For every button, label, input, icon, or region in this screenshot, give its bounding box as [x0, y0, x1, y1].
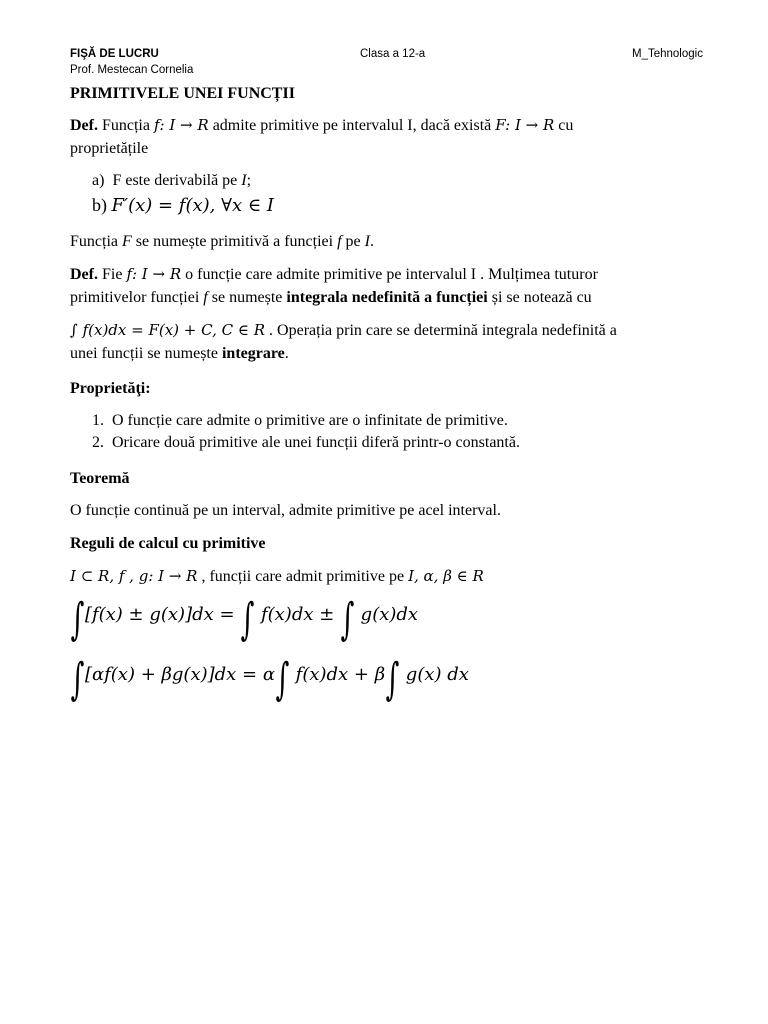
property-text: O funcție care admite o primitive are o infinitate de primitive. [112, 412, 508, 429]
def2-line2-a: primitivelor funcției [70, 289, 204, 306]
named-text-4: . [369, 233, 374, 250]
teacher-name: Prof. Mestecan Cornelia [70, 64, 194, 76]
def1-text-3: cu [554, 117, 574, 134]
property-number: 2. [92, 434, 104, 451]
def1-item-a [92, 170, 251, 192]
def2-line4-b: . [284, 345, 289, 362]
rules-heading: Reguli de calcul cu primitive [70, 535, 266, 552]
theorem-text: O funcție continuă pe un interval, admite primitive pe acel interval. [70, 502, 501, 519]
named-var-I: I [364, 233, 370, 250]
derivative-formula: F′(x) = f(x), ∀x ∈ I [111, 195, 274, 216]
def1-math-1: f: I → R [153, 116, 209, 134]
worksheet-label: FIŞĂ DE LUCRU [70, 48, 159, 60]
definition-2 [70, 263, 720, 309]
def1-text-1: Funcția [97, 117, 154, 134]
named-var-f: f [337, 233, 342, 250]
item-a-text: F este derivabilă pe [112, 172, 242, 189]
integral-sign: ∫ [70, 594, 85, 645]
def2-line3-text: . Operația prin care se determină integrala nedefinită a [265, 322, 617, 339]
def2-text-1: Fie [97, 266, 127, 283]
named-text-3: pe [341, 233, 365, 250]
named-text-2: se numește primitivă a funcției [131, 233, 338, 250]
class-label: Clasa a 12-a [360, 48, 426, 60]
property-number: 1. [92, 412, 104, 429]
named-var-F: F [122, 233, 132, 250]
definition-2-cont [70, 319, 720, 365]
def1-item-b [92, 194, 274, 217]
property-item [92, 432, 520, 454]
page-title: PRIMITIVELE UNEI FUNCȚII [70, 85, 295, 102]
item-a-label: a) [92, 172, 105, 189]
formula2-part-2: f(x)dx + β [289, 664, 386, 685]
track-label: M_Tehnologic [632, 48, 703, 60]
integration-term: integrare [221, 345, 285, 362]
integral-sign: ∫ [385, 654, 400, 705]
def2-line4-a: unei funcții se numește [70, 345, 222, 362]
item-b-label: b) [92, 195, 107, 215]
formula1-part-1: [f(x) ± g(x)]dx = [84, 604, 241, 625]
theorem-heading: Teoremă [70, 470, 130, 487]
conditions-math-1: I ⊂ R, f , g: I → R [70, 567, 198, 585]
def1-line-2: proprietățile [70, 140, 149, 157]
def1-text-2: admite primitive pe intervalul I, dacă există [208, 117, 496, 134]
def2-text-2: o funcție care admite primitive pe intervalul I . Mulțimea tuturor [181, 266, 598, 283]
item-a-var: I [241, 172, 247, 189]
integral-sign: ∫ [240, 594, 255, 645]
primitive-naming [70, 230, 720, 253]
linearity-formula-sum [70, 594, 419, 645]
def2-math-1: f: I → R [126, 265, 182, 283]
item-a-end: ; [246, 172, 252, 189]
def2-line2-b: se numește [207, 289, 287, 306]
integral-sign: ∫ [70, 654, 85, 705]
linearity-formula-scalar [70, 654, 469, 705]
definition-1 [70, 114, 720, 160]
indefinite-integral-term: integrala nedefinită a funcției [286, 289, 488, 306]
rules-conditions [70, 565, 720, 588]
conditions-math-2: I, α, β ∈ R [408, 567, 484, 585]
def1-math-2: F: I → R [495, 116, 555, 134]
formula2-part-1: [αf(x) + βg(x)]dx = α [84, 664, 276, 685]
property-text: Oricare două primitive ale unei funcții diferă printr-o constantă. [112, 434, 520, 451]
properties-heading: Proprietăţi: [70, 380, 151, 397]
def-label: Def. [70, 117, 98, 134]
formula2-part-3: g(x) dx [400, 664, 469, 685]
integral-sign: ∫ [340, 594, 355, 645]
integral-sign: ∫ [275, 654, 290, 705]
def2-line2-var: f [203, 289, 208, 306]
formula1-part-3: g(x)dx [354, 604, 419, 625]
named-text-1: Funcția [70, 233, 122, 250]
property-item [92, 410, 508, 432]
def2-line2-c: și se notează cu [487, 289, 592, 306]
indefinite-integral-formula: ∫ f(x)dx = F(x) + C, C ∈ R [70, 321, 266, 339]
conditions-text: , funcții care admit primitive pe [197, 568, 409, 585]
formula1-part-2: f(x)dx ± [255, 604, 341, 625]
def2-label: Def. [70, 266, 98, 283]
